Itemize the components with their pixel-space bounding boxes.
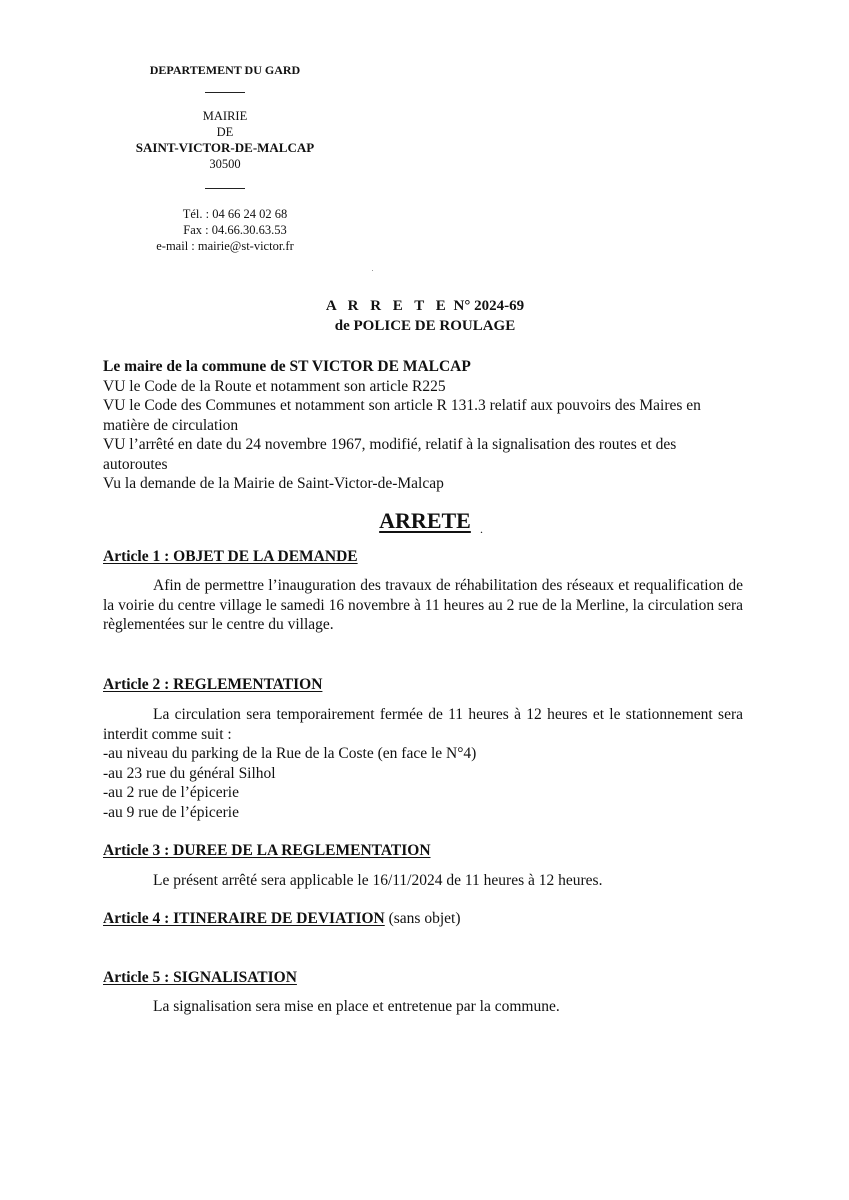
article-4-note: (sans objet) xyxy=(388,910,461,927)
article-1-label: Article 1 : OBJET DE LA DEMANDE xyxy=(103,548,358,565)
article-2-label: Article 2 : REGLEMENTATION xyxy=(103,676,323,693)
article-5-heading xyxy=(103,968,297,987)
decree-number: N° 2024-69 xyxy=(453,298,525,314)
email-address: e-mail : mairie@st-victor.fr xyxy=(156,239,294,253)
visa-item: VU l’arrêté en date du 24 novembre 1967, modifié, relatif à la signalisation des routes et des autoroutes xyxy=(103,436,677,473)
visa-item: VU le Code de la Route et notamment son article R225 xyxy=(103,377,446,395)
article-5-text: La signalisation sera mise en place et entretenue par la commune. xyxy=(153,998,560,1015)
article-3-heading xyxy=(103,841,431,860)
header-divider xyxy=(205,188,245,189)
postal-code: 30500 xyxy=(209,157,241,171)
arrete-heading: ARRETE xyxy=(379,508,471,533)
article-2-heading xyxy=(103,675,322,694)
article-4-heading xyxy=(103,909,461,928)
article-4-label: Article 4 : ITINERAIRE DE DEVIATION xyxy=(103,910,385,927)
list-item: -au 2 rue de l’épicerie xyxy=(103,784,239,801)
de-label: DE xyxy=(216,125,234,139)
list-item: -au 23 rue du général Silhol xyxy=(103,764,276,782)
phone-number: Tél. : 04 66 24 02 68 xyxy=(182,207,288,221)
article-3-text: Le présent arrêté sera applicable le 16/11/2024 de 11 heures à 12 heures. xyxy=(153,872,603,889)
header-divider xyxy=(205,92,245,93)
article-3-label: Article 3 : DUREE DE LA REGLEMENTATION xyxy=(103,842,431,859)
department-label: DEPARTEMENT DU GARD xyxy=(149,63,301,77)
scan-speck: . xyxy=(480,522,483,536)
scan-speck xyxy=(372,270,373,271)
article-2-intro: La circulation sera temporairement fermée de 11 heures à 12 heures et le stationnement sera interdit comme suit : xyxy=(103,706,743,743)
list-item: -au 9 rue de l’épicerie xyxy=(103,803,239,821)
visas-block xyxy=(103,357,743,494)
article-2-body xyxy=(103,705,743,822)
article-1-body: Afin de permettre l’inauguration des travaux de réhabilitation des réseaux et requalification de la voirie du centre village le samedi 16 novembre à 11 heures au 2 rue de la Merline, la circulation sera règlementées sur le centre du village. xyxy=(103,577,743,633)
article-5-body xyxy=(103,997,743,1017)
contact-block xyxy=(100,206,350,254)
visa-item: Vu la demande de la Mairie de Saint-Victor-de-Malcap xyxy=(103,475,444,492)
article-1-heading xyxy=(103,547,358,566)
decree-title-prefix: A R R E T E xyxy=(325,298,450,314)
decree-title xyxy=(240,296,610,336)
mairie-label: MAIRIE xyxy=(202,109,248,123)
visa-item: VU le Code des Communes et notamment son article R 131.3 relatif aux pouvoirs des Maires en matière de circulation xyxy=(103,397,701,434)
list-item: -au niveau du parking de la Rue de la Coste (en face le N°4) xyxy=(103,745,477,762)
fax-number: Fax : 04.66.30.63.53 xyxy=(183,223,287,237)
town-name: SAINT-VICTOR-DE-MALCAP xyxy=(135,140,315,155)
mayor-line: Le maire de la commune de ST VICTOR DE MALCAP xyxy=(103,358,471,375)
article-3-body xyxy=(103,871,743,891)
decree-subtitle: de POLICE DE ROULAGE xyxy=(334,318,516,334)
article-5-label: Article 5 : SIGNALISATION xyxy=(103,969,297,986)
